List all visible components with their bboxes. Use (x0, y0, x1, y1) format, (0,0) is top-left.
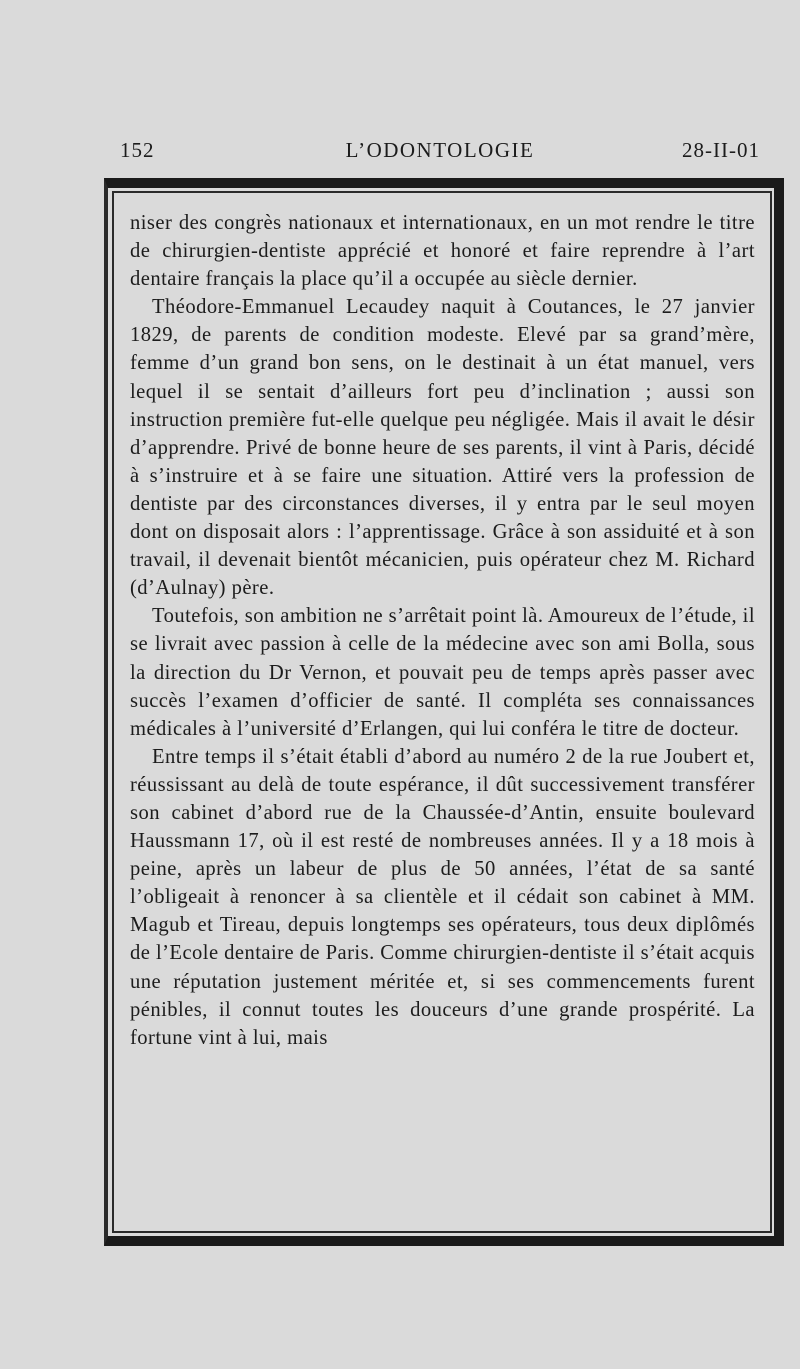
page-number: 152 (120, 138, 155, 162)
paragraph-4: Entre temps il s’était établi d’abord au numéro 2 de la rue Joubert et, réussissant au delà de toute espérance, il dût successivement transférer son cabinet d’abord rue de la Chaussée-d’Antin, ensuite boulevard Haussmann 17, où il est resté de nombreuses années. Il y a 18 mois à peine, après un labeur de plus de 50 années, l’état de sa santé l’obligeait à renoncer à sa clientèle et il cédait son cabinet à MM. Magub et Tireau, depuis longtemps ses opérateurs, tous deux diplômés de l’Ecole dentaire de Paris. Comme chirurgien-dentiste il s’était acquis une réputation justement méritée et, si ses commencements furent pénibles, il connut toutes les douceurs d’une grande prospérité. La fortune vint à lui, mais (130, 745, 755, 1049)
journal-title: L’ODONTOLOGIE (345, 138, 535, 162)
issue-date: 28-II-01 (682, 138, 760, 162)
paragraph-1: niser des congrès nationaux et internationaux, en un mot rendre le titre de chirurgien-dentiste apprécié et honoré et faire reprendre à l’art dentaire français la place qu’il a occupée au siècle dernier. (130, 212, 755, 291)
running-head (120, 138, 760, 168)
paragraph-2: Théodore-Emmanuel Lecaudey naquit à Coutances, le 27 janvier 1829, de parents de condition modeste. Elevé par sa grand’mère, femme d’un grand bon sens, on le destinait à un état manuel, vers lequel il se sentait d’ailleurs fort peu d’inclination ; aussi son instruction première fut-elle quelque peu négligée. Mais il avait le désir d’apprendre. Privé de bonne heure de ses parents, il vint à Paris, décidé à s’instruire et à se faire une situation. Attiré vers la profession de dentiste par des circonstances diverses, il y entra par le seul moyen dont on disposait alors : l’apprentissage. Grâce à son assiduité et à son travail, il devenait bientôt mécanicien, puis opérateur chez M. Richard (d’Aulnay) père. (130, 296, 755, 600)
article-body (130, 209, 755, 1052)
paragraph-3: Toutefois, son ambition ne s’arrêtait point là. Amoureux de l’étude, il se livrait avec passion à celle de la médecine avec son ami Bolla, sous la direction du Dr Vernon, et pouvait peu de temps après passer avec succès l’examen d’officier de santé. Il compléta ses connaissances médicales à l’université d’Erlangen, qui lui conféra le titre de docteur. (130, 605, 755, 740)
